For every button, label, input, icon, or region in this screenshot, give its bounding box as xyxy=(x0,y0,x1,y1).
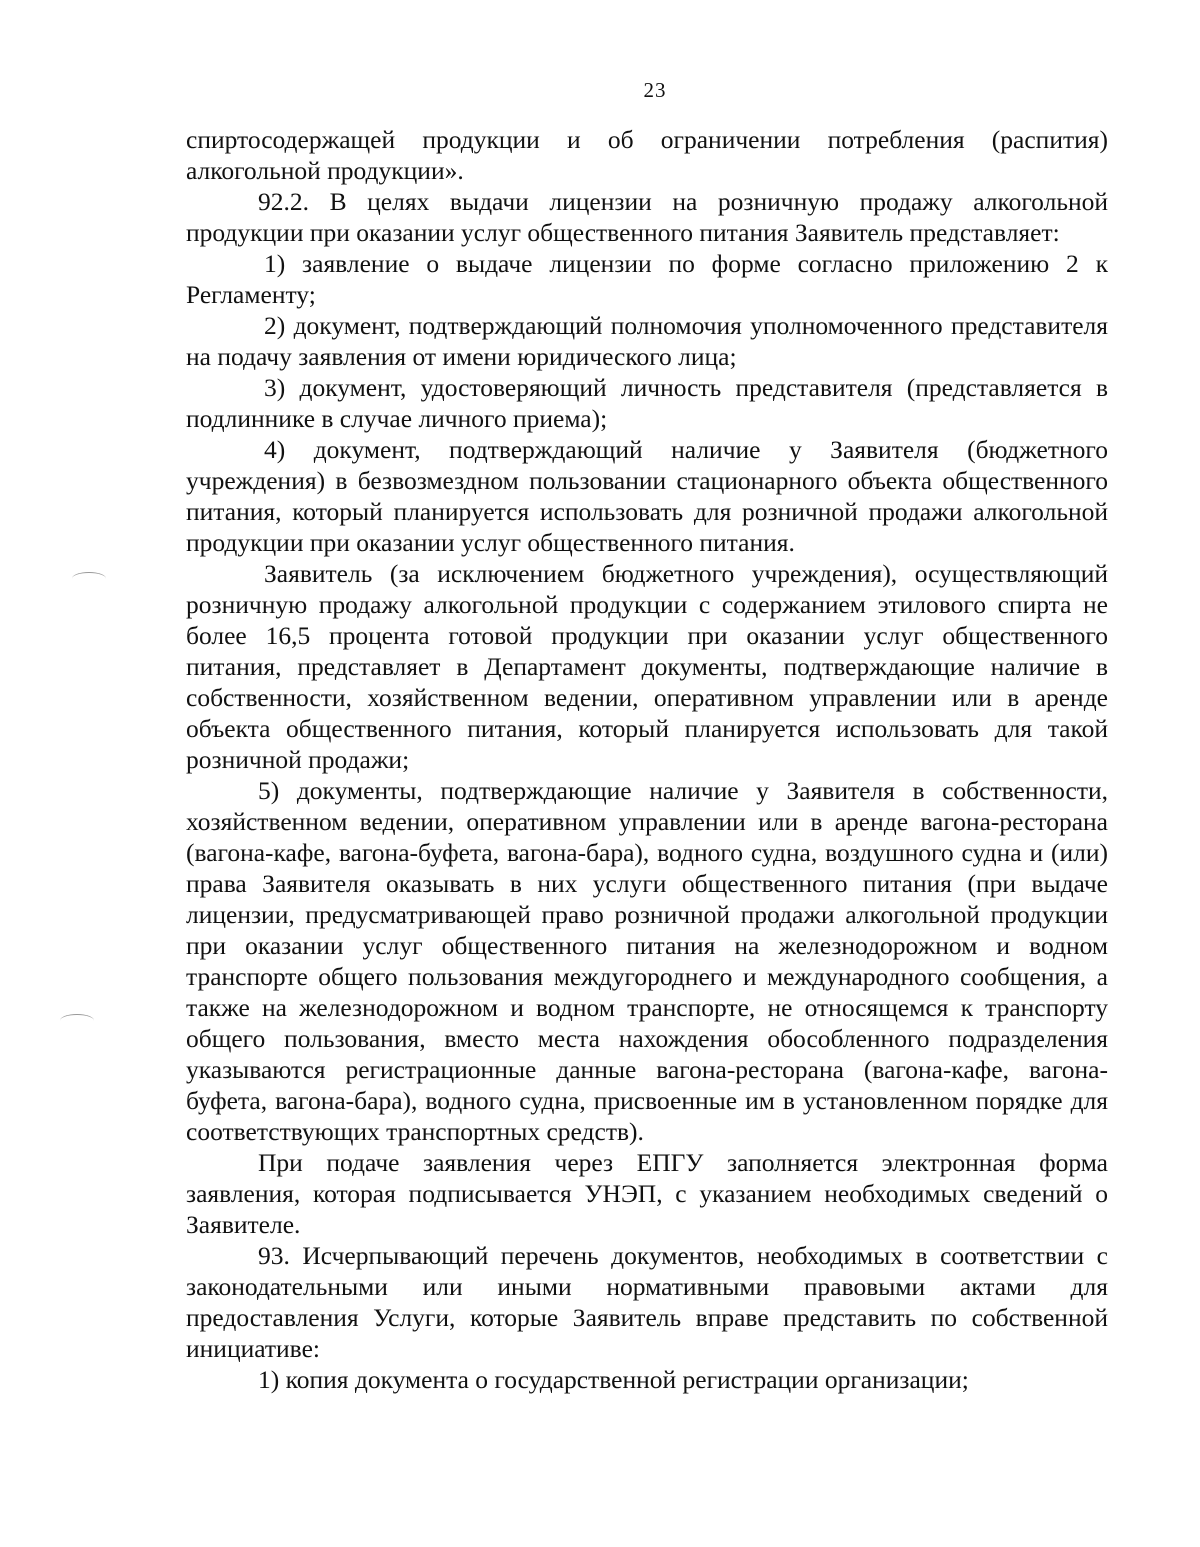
list-item: 3) документ, удостоверяющий личность представителя (представляется в подлиннике в случае личного приема); xyxy=(186,373,1108,433)
list-item: 2) документ, подтверждающий полномочия уполномоченного представителя на подачу заявления от имени юридического лица; xyxy=(186,311,1108,371)
paragraph: При подаче заявления через ЕПГУ заполняется электронная форма заявления, которая подписывается УНЭП, с указанием необходимых сведений о Заявителе. xyxy=(186,1148,1108,1239)
paragraph: 93. Исчерпывающий перечень документов, необходимых в соответствии с законодательными или иными нормативными правовыми актами для предоставления Услуги, которые Заявитель вправе представить по собственной инициативе: xyxy=(186,1241,1108,1363)
scan-mark xyxy=(60,1014,94,1027)
scan-mark xyxy=(72,572,106,585)
paragraph: спиртосодержащей продукции и об ограничении потребления (распития) алкогольной продукции». xyxy=(186,125,1108,185)
list-item: 1) заявление о выдаче лицензии по форме согласно приложению 2 к Регламенту; xyxy=(186,249,1108,309)
paragraph: 92.2. В целях выдачи лицензии на розничную продажу алкогольной продукции при оказании услуг общественного питания Заявитель представляет: xyxy=(186,187,1108,247)
list-item: 5) документы, подтверждающие наличие у Заявителя в собственности, хозяйственном ведении, оперативном управлении или в аренде вагона-ресторана (вагона-кафе, вагона-буфета, вагона-бара), водного судна, воздушного судна и (или) права Заявителя оказывать в них услуги общественного питания (при выдаче лицензии, предусматривающей право розничной продажи алкогольной продукции при оказании услуг общественного питания на железнодорожном и водном транспорте общего пользования междугороднего и международного сообщения, а также на железнодорожном и водном транспорте, не относящемся к транспорту общего пользования, вместо места нахождения обособленного подразделения указываются регистрационные данные вагона-ресторана (вагона-кафе, вагона-буфета, вагона-бара), водного судна, присвоенные им в установленном порядке для соответствующих транспортных средств). xyxy=(186,776,1108,1146)
list-item: 1) копия документа о государственной регистрации организации; xyxy=(258,1365,969,1394)
page-number: 23 xyxy=(643,78,667,102)
paragraph: Заявитель (за исключением бюджетного учреждения), осуществляющий розничную продажу алкогольной продукции с содержанием этилового спирта не более 16,5 процента готовой продукции при оказании услуг общественного питания, представляет в Департамент документы, подтверждающие наличие в собственности, хозяйственном ведении, оперативном управлении или в аренде объекта общественного питания, который планируется использовать для такой розничной продажи; xyxy=(186,559,1108,774)
list-item: 4) документ, подтверждающий наличие у Заявителя (бюджетного учреждения) в безвозмездном пользовании стационарного объекта общественного питания, который планируется использовать для розничной продажи алкогольной продукции при оказании услуг общественного питания. xyxy=(186,435,1108,557)
document-body xyxy=(186,124,1108,1395)
